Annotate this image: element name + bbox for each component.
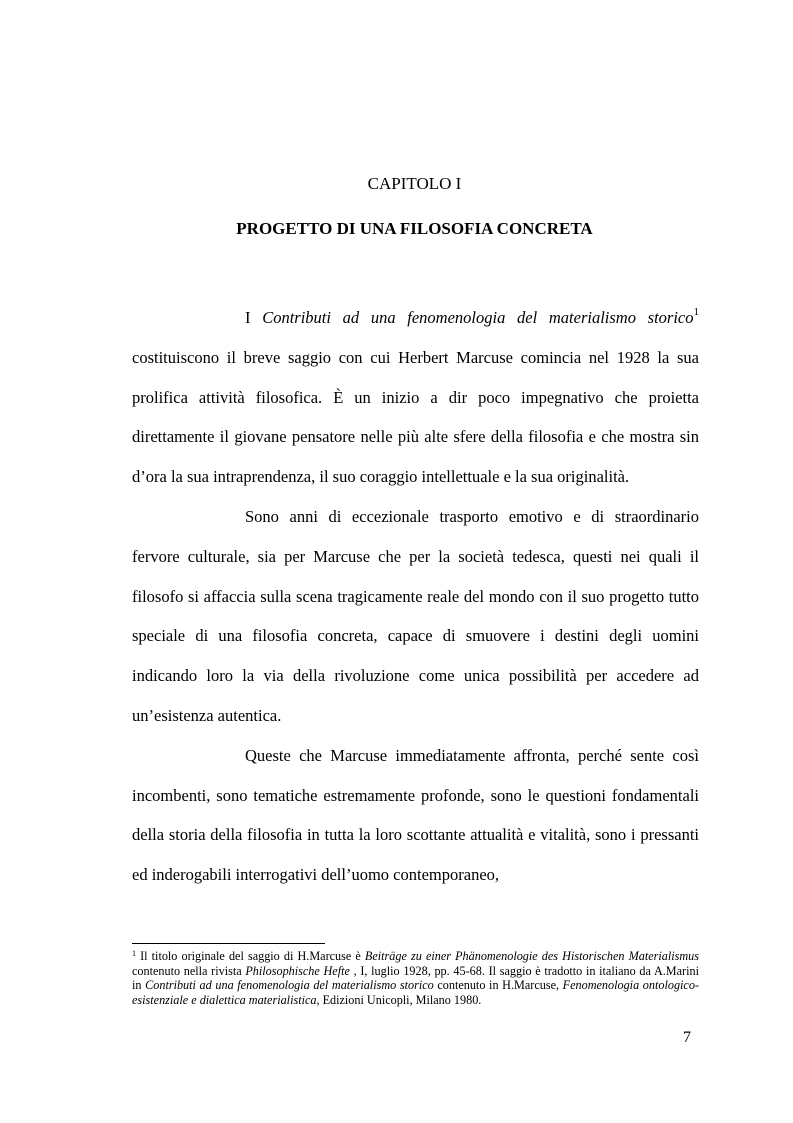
footnote-text-5: , Edizioni Unicopli, Milano 1980. [316, 992, 482, 1007]
footnote-italic-1: Beiträge zu einer Phänomenologie des Historischen Materialismus [364, 949, 699, 963]
footnote [132, 949, 699, 1007]
book-title-italic: Contributi ad una fenomenologia del materialismo storico [262, 308, 694, 327]
chapter-title: PROGETTO DI UNA FILOSOFIA CONCRETA [236, 219, 593, 238]
footnote-separator [132, 943, 325, 944]
footnote-italic-2: Philosophische Hefte [245, 963, 350, 978]
paragraph-1-lead: I [245, 308, 263, 327]
footnote-text-4: contenuto in H.Marcuse, [433, 978, 563, 993]
footnote-reference[interactable]: 1 [693, 306, 699, 318]
paragraph-1 [132, 298, 699, 497]
paragraph-3: Queste che Marcuse immediatamente affronta, perché sente così incombenti, sono tematiche estremamente profonde, sono le questioni fondamentali della storia della filosofia in tutta la loro scottante attualità e vitalità, sono i pressanti ed inderogabili interrogativi dell’uomo contemporaneo, [132, 745, 699, 885]
footnote-text-2: contenuto nella rivista [132, 963, 246, 978]
paragraph-1-rest: costituiscono il breve saggio con cui Herbert Marcuse comincia nel 1928 la sua prolifica attività filosofica. È un inizio a dir poco impegnativo che proietta direttamente il giovane pensatore nelle più alte sfere della filosofia e che mostra sin d’ora la sua intraprendenza, il suo coraggio intellettuale e la sua originalità. [132, 347, 699, 487]
footnote-mark: 1 [132, 949, 136, 958]
paragraph-2: Sono anni di eccezionale trasporto emotivo e di straordinario fervore culturale, sia per Marcuse che per la società tedesca, questi nei quali il filosofo si affaccia sulla scena tragicamente reale del mondo con il suo progetto tutto speciale di una filosofia concreta, capace di smuovere i destini degli uomini indicando loro la via della rivoluzione come unica possibilità per accedere ad un’esistenza autentica. [132, 506, 699, 725]
body-text [132, 298, 699, 895]
footnote-text-1: Il titolo originale del saggio di H.Marcuse è [136, 949, 365, 963]
footnote-italic-3: Contributi ad una fenomenologia del materialismo storico [145, 978, 434, 993]
page-number: 7 [683, 1029, 691, 1046]
chapter-label: CAPITOLO I [367, 174, 462, 193]
footnote-text-3: , I, luglio 1928, pp. 45-68. Il saggio è tradotto in italiano da A.Marini in [132, 963, 699, 993]
footnote-italic-4: Fenomenologia ontologico-esistenziale e dialettica materialistica [132, 978, 699, 1007]
